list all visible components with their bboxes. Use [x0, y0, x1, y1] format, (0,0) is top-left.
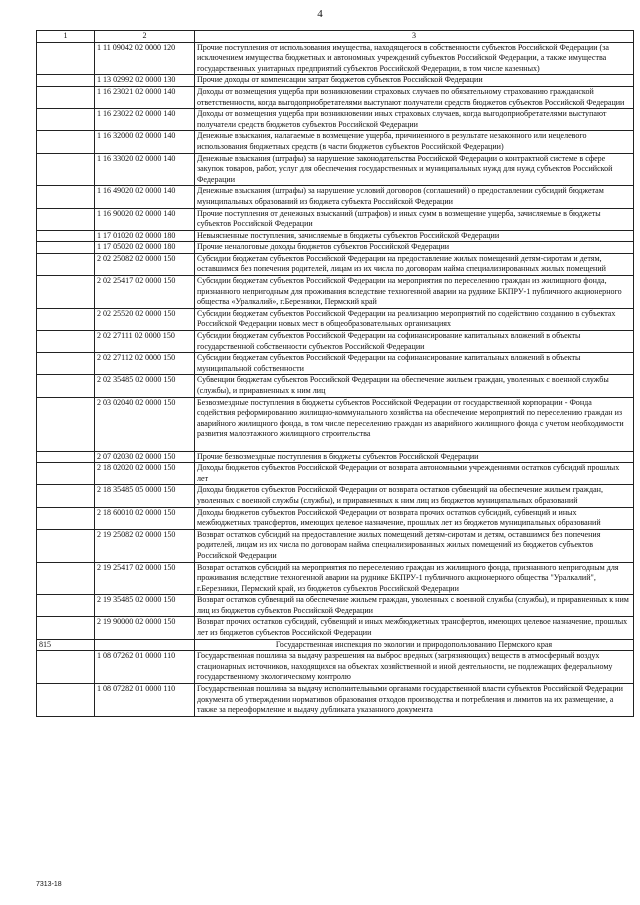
description-text: Возврат остатков субсидий на мероприятия по переселению граждан из жилищного фонда, признанного непригодным для проживания вследствие техногенной аварии на руднике БКПРУ-1 публичного акционерного общества "Уралкалий", г.Березники, Пермский край, из бюджетов субъектов Российской Федерации	[197, 562, 619, 593]
description-cell	[195, 131, 634, 153]
admin-code-cell	[37, 75, 95, 87]
revenue-code-cell: 1 16 32000 02 0000 140	[95, 131, 195, 153]
admin-code-cell	[37, 397, 95, 451]
admin-code-cell	[37, 507, 95, 529]
table-row	[37, 253, 634, 275]
table-row	[37, 109, 634, 131]
revenue-code-cell: 2 03 02040 02 0000 150	[95, 397, 195, 451]
table-row	[37, 353, 634, 375]
description-cell	[195, 208, 634, 230]
table-row	[37, 485, 634, 507]
revenue-code-cell: 1 16 23022 02 0000 140	[95, 109, 195, 131]
revenue-code-cell: 1 08 07262 01 0000 110	[95, 651, 195, 684]
description-cell	[195, 507, 634, 529]
description-cell	[195, 75, 634, 87]
description-cell	[195, 463, 634, 485]
admin-code-cell	[37, 651, 95, 684]
description-cell	[195, 562, 634, 595]
description-cell	[195, 42, 634, 75]
description-text: Государственная пошлина за выдачу исполнительными органами государственной власти субъектов Российской Федерации документа об утверждении нормативов образования отходов производства и потребления и лимитов на их размещение, а также за переоформление и выдачу дубликата указанного документа	[197, 684, 623, 715]
revenue-code-cell: 2 19 25082 02 0000 150	[95, 529, 195, 562]
description-cell	[195, 595, 634, 617]
description-text: Денежные взыскания, налагаемые в возмещение ущерба, причиненного в результате незаконного или нецелевого использования бюджетных средств (в части бюджетов субъектов Российской Федерации)	[197, 131, 587, 151]
description-text: Субсидии бюджетам субъектов Российской Федерации на софинансирование капитальных вложений в объекты муниципальной собственности	[197, 353, 581, 373]
admin-code-cell: 815	[37, 639, 95, 651]
admin-code-cell	[37, 42, 95, 75]
header-col-3: 3	[195, 31, 634, 43]
revenue-code-cell: 2 07 02030 02 0000 150	[95, 451, 195, 463]
admin-code-cell	[37, 463, 95, 485]
revenue-code-cell: 2 02 27112 02 0000 150	[95, 353, 195, 375]
description-cell	[195, 684, 634, 717]
table-row	[37, 451, 634, 463]
description-text: Денежные взыскания (штрафы) за нарушение условий договоров (соглашений) о предоставлении субсидий бюджетам муниципальных образований из бюджета субъекта Российской Федерации	[197, 186, 604, 206]
description-cell	[195, 253, 634, 275]
table-row	[37, 651, 634, 684]
description-text: Доходы бюджетов субъектов Российской Федерации от возврата прочих остатков субсидий, субвенций и иных межбюджетных трансфертов, имеющих целевое назначение, прошлых лет из бюджетов муниципальных образований	[197, 507, 601, 528]
admin-code-cell	[37, 131, 95, 153]
description-cell	[195, 529, 634, 562]
admin-code-cell	[37, 375, 95, 397]
admin-code-cell	[37, 485, 95, 507]
description-text: Денежные взыскания (штрафы) за нарушение законодательства Российской Федерации о контрактной системе в сфере закупок товаров, работ, услуг для обеспечения государственных и муниципальных нужд для нужд субъектов Российской Федерации	[197, 153, 613, 184]
description-text: Прочие поступления от использования имущества, находящегося в собственности субъектов Российской Федерации (за исключением имущества бюджетных и автономных учреждений субъектов Российской Федерации, а также имущества государственных унитарных предприятий субъектов Российской Федерации, в том числе казенных)	[197, 42, 609, 73]
table-row	[37, 186, 634, 208]
description-cell	[195, 639, 634, 651]
revenue-code-cell: 1 17 05020 02 0000 180	[95, 242, 195, 254]
admin-code-cell	[37, 186, 95, 208]
description-cell	[195, 485, 634, 507]
description-text: Возврат прочих остатков субсидий, субвенций и иных межбюджетных трансфертов, имеющих целевое назначение, прошлых лет из бюджетов субъектов Российской Федерации	[197, 617, 628, 638]
revenue-code-cell: 2 18 60010 02 0000 150	[95, 507, 195, 529]
description-text: Субсидии бюджетам субъектов Российской Федерации на мероприятия по переселению граждан из жилищного фонда, признанного непригодным для проживания вследствие техногенной аварии на руднике БКПРУ-1 публичного акционерного общества «Уралкалий», г.Березники, Пермский край	[197, 276, 622, 307]
description-text: Невыясненные поступления, зачисляемые в бюджеты субъектов Российской Федерации	[197, 230, 500, 240]
description-cell	[195, 186, 634, 208]
revenue-code-cell: 1 13 02992 02 0000 130	[95, 75, 195, 87]
description-cell	[195, 308, 634, 330]
description-cell	[195, 651, 634, 684]
table-row	[37, 276, 634, 309]
table-row	[37, 397, 634, 451]
description-cell	[195, 242, 634, 254]
description-cell	[195, 86, 634, 108]
description-text: Доходы от возмещения ущерба при возникновении иных страховых случаев, когда выгодоприобретателями выступают получатели средств бюджетов субъектов Российской Федерации	[197, 109, 607, 129]
table-row	[37, 562, 634, 595]
description-text: Субсидии бюджетам субъектов Российской Федерации на предоставление жилых помещений детям-сиротам и детям, оставшимся без попечения родителей, лицам из их числа по договорам найма специализированных жилых помещений	[197, 253, 606, 274]
description-cell	[195, 397, 634, 451]
admin-code-cell	[37, 595, 95, 617]
admin-code-cell	[37, 230, 95, 242]
description-text: Прочие неналоговые доходы бюджетов субъектов Российской Федерации	[197, 242, 450, 252]
revenue-code-cell: 2 19 35485 02 0000 150	[95, 595, 195, 617]
description-text: Возврат остатков субвенций на обеспечение жильем граждан, уволенных с военной службы (службы), и приравненных к ним лиц из бюджетов субъектов Российской Федерации	[197, 595, 629, 615]
revenue-code-cell: 2 02 25417 02 0000 150	[95, 276, 195, 309]
revenue-code-cell: 2 02 27111 02 0000 150	[95, 331, 195, 353]
table-row	[37, 595, 634, 617]
admin-code-cell	[37, 242, 95, 254]
description-text: Возврат остатков субсидий на предоставление жилых помещений детям-сиротам и детям, оставшимся без попечения родителей, лицам из их числа по договорам найма специализированных жилых помещений из бюджетов субъектов Российской Федерации	[197, 529, 601, 560]
table-row	[37, 308, 634, 330]
description-text: Доходы бюджетов субъектов Российской Федерации от возврата автономными учреждениями остатков субсидий прошлых лет	[197, 463, 620, 483]
table-row	[37, 529, 634, 562]
table-row	[37, 617, 634, 639]
admin-code-cell	[37, 308, 95, 330]
description-text: Прочие доходы от компенсации затрат бюджетов субъектов Российской Федерации	[197, 75, 483, 85]
table-row	[37, 208, 634, 230]
description-cell	[195, 109, 634, 131]
description-text: Государственная инспекция по экологии и природопользованию Пермского края	[275, 639, 553, 649]
description-cell	[195, 617, 634, 639]
description-cell	[195, 353, 634, 375]
table-row	[37, 230, 634, 242]
admin-code-cell	[37, 109, 95, 131]
table-row	[37, 131, 634, 153]
revenue-code-cell	[95, 639, 195, 651]
revenue-codes-table	[36, 30, 634, 717]
admin-code-cell	[37, 86, 95, 108]
header-col-1: 1	[37, 31, 95, 43]
admin-code-cell	[37, 353, 95, 375]
admin-code-cell	[37, 276, 95, 309]
revenue-code-cell: 1 16 23021 02 0000 140	[95, 86, 195, 108]
table-header-row	[37, 31, 634, 43]
table-row	[37, 75, 634, 87]
admin-code-cell	[37, 562, 95, 595]
table-row	[37, 463, 634, 485]
description-cell	[195, 331, 634, 353]
description-text: Прочие поступления от денежных взысканий (штрафов) и иных сумм в возмещение ущерба, зачисляемые в бюджеты субъектов Российской Федерации	[197, 208, 601, 229]
revenue-code-cell: 1 17 01020 02 0000 180	[95, 230, 195, 242]
revenue-code-cell: 2 02 25520 02 0000 150	[95, 308, 195, 330]
table-row	[37, 42, 634, 75]
table-row	[37, 86, 634, 108]
revenue-code-cell: 2 19 90000 02 0000 150	[95, 617, 195, 639]
administrator-row	[37, 639, 634, 651]
revenue-code-cell: 1 08 07282 01 0000 110	[95, 684, 195, 717]
description-cell	[195, 375, 634, 397]
revenue-code-cell: 1 16 49020 02 0000 140	[95, 186, 195, 208]
revenue-code-cell: 2 02 35485 02 0000 150	[95, 375, 195, 397]
revenue-code-cell: 1 11 09042 02 0000 120	[95, 42, 195, 75]
description-text: Доходы от возмещения ущерба при возникновении страховых случаев по обязательному страхованию гражданской ответственности, когда выгодоприобретателями выступают получатели средств бюджетов субъектов Российской Федерации	[197, 86, 625, 107]
table-row	[37, 331, 634, 353]
description-text: Прочие безвозмездные поступления в бюджеты субъектов Российской Федерации	[197, 451, 479, 461]
description-cell	[195, 153, 634, 186]
table-row	[37, 242, 634, 254]
revenue-code-cell: 2 18 35485 05 0000 150	[95, 485, 195, 507]
description-text: Безвозмездные поступления в бюджеты субъектов Российской Федерации от государственной корпорации - Фонда содействия реформированию жилищно-коммунального хозяйства на обеспечение мероприятий по переселению граждан из аварийного жилищного фонда, в том числе переселению граждан из аварийного жилищного фонда с учетом необходимости развития малоэтажного жилищного строительства	[197, 397, 624, 439]
table-row	[37, 507, 634, 529]
admin-code-cell	[37, 617, 95, 639]
admin-code-cell	[37, 253, 95, 275]
table-row	[37, 153, 634, 186]
description-text: Доходы бюджетов субъектов Российской Федерации от возврата остатков субвенций на обеспечение жильем граждан, уволенных с военной службы (службы), и приравненных к ним лиц из бюджетов муниципальных образований	[197, 485, 603, 505]
admin-code-cell	[37, 331, 95, 353]
table-row	[37, 684, 634, 717]
page-number: 4	[317, 8, 323, 20]
admin-code-cell	[37, 451, 95, 463]
document-code-footer: 7313-18	[36, 881, 62, 888]
revenue-code-cell: 2 19 25417 02 0000 150	[95, 562, 195, 595]
revenue-code-cell: 1 16 33020 02 0000 140	[95, 153, 195, 186]
description-text: Субсидии бюджетам субъектов Российской Федерации на реализацию мероприятий по содействию созданию в субъектах Российской Федерации новых мест в общеобразовательных организациях	[197, 308, 616, 329]
description-text: Субсидии бюджетам субъектов Российской Федерации на софинансирование капитальных вложений в объекты государственной собственности субъектов Российской Федерации	[197, 331, 581, 351]
description-text: Субвенции бюджетам субъектов Российской Федерации на обеспечение жильем граждан, уволенных с военной службы (службы), и приравненных к ним лиц	[197, 375, 609, 395]
revenue-code-cell: 2 02 25082 02 0000 150	[95, 253, 195, 275]
description-cell	[195, 276, 634, 309]
revenue-code-cell: 1 16 90020 02 0000 140	[95, 208, 195, 230]
admin-code-cell	[37, 153, 95, 186]
admin-code-cell	[37, 208, 95, 230]
table-row	[37, 375, 634, 397]
description-text: Государственная пошлина за выдачу разрешения на выброс вредных (загрязняющих) веществ в атмосферный воздух стационарных источников, находящихся на объектах хозяйственной и иной деятельности, не подлежащих федеральному государственному экологическому контролю	[197, 651, 613, 682]
admin-code-cell	[37, 684, 95, 717]
revenue-code-cell: 2 18 02020 02 0000 150	[95, 463, 195, 485]
description-cell	[195, 451, 634, 463]
description-cell	[195, 230, 634, 242]
header-col-2: 2	[95, 31, 195, 43]
admin-code-cell	[37, 529, 95, 562]
